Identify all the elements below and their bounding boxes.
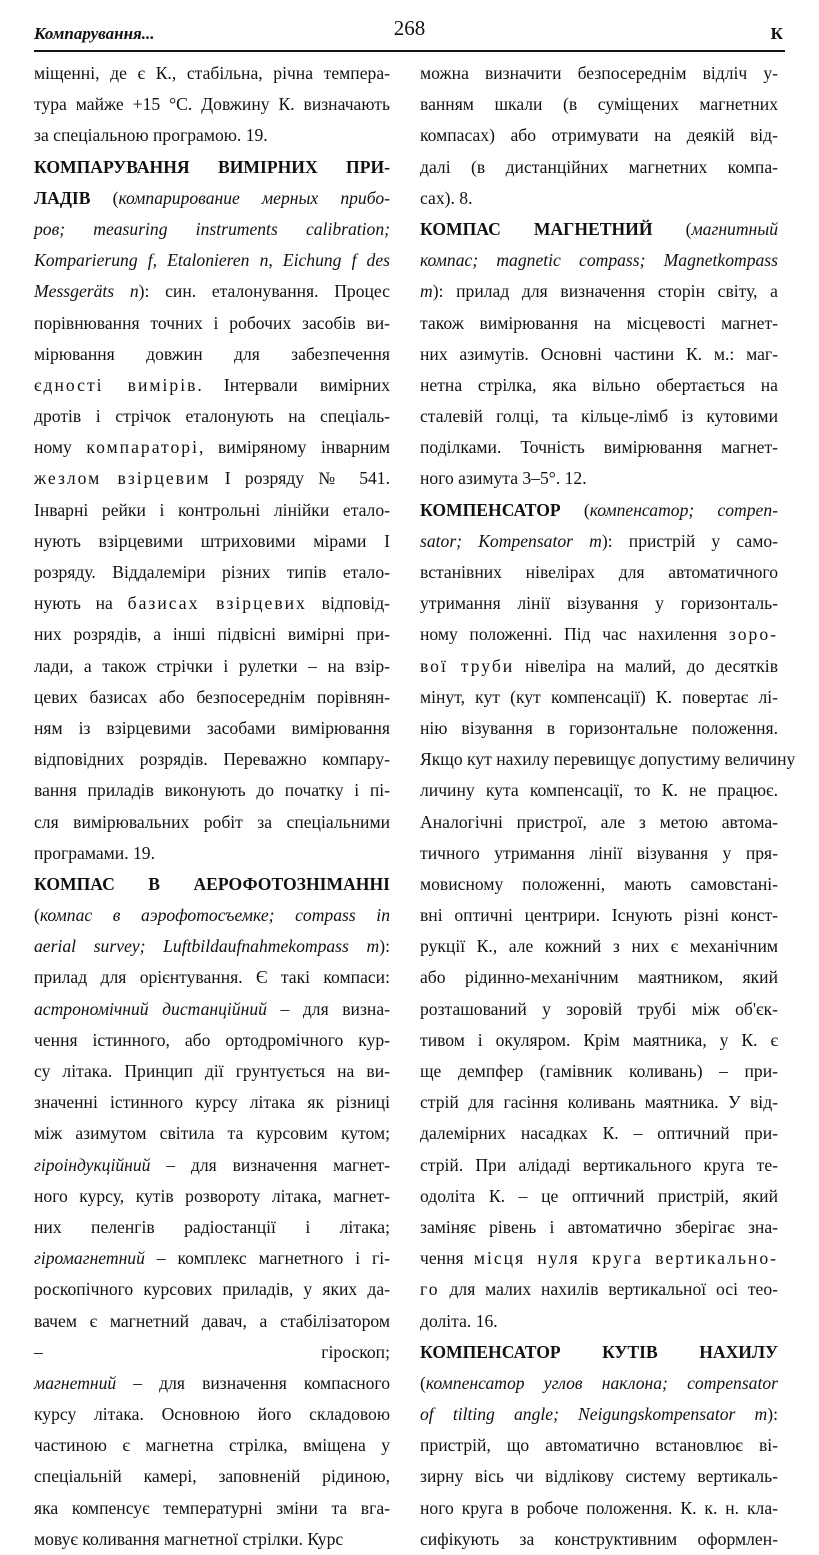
text-run: значенні істинного курсу літака як різниці xyxy=(34,1092,390,1113)
text-run: або рідинно-механічним маятником, який xyxy=(420,967,778,988)
text-run: також вимірювання на місцевості магнет- xyxy=(420,312,778,333)
text-line xyxy=(420,1150,778,1181)
text-run: ному xyxy=(34,437,87,458)
text-line xyxy=(420,1087,778,1118)
text-run: ( xyxy=(652,218,692,239)
text-line xyxy=(34,651,390,682)
text-run: ): прилад для визначення сторін світу, а xyxy=(432,281,778,302)
text-run: чення істинного, або ортодромічного кур- xyxy=(34,1029,390,1050)
text-run: КОМПАС В АЕРОФОТОЗНІМАННІ xyxy=(34,873,390,894)
text-line xyxy=(420,838,778,869)
text-run: яка компенсує температурні зміни та вга- xyxy=(34,1497,390,1518)
text-line xyxy=(34,869,390,900)
text-run: – гіроскоп; xyxy=(34,1341,390,1362)
text-run: вні оптичні центрири. Існують різні конст- xyxy=(420,905,778,926)
text-line xyxy=(420,1399,778,1430)
text-line xyxy=(420,1243,778,1274)
text-line xyxy=(420,994,778,1025)
text-line xyxy=(34,214,390,245)
text-line xyxy=(420,1056,778,1087)
text-run: чення xyxy=(420,1248,474,1269)
text-run: сифікують за конструктивним оформлен- xyxy=(420,1528,778,1549)
text-line xyxy=(420,183,778,214)
text-run: них розрядів, а інші підвісні вимірні при- xyxy=(34,624,390,645)
text-line xyxy=(34,1274,390,1305)
text-run: ): xyxy=(767,1404,778,1425)
text-run: вої труби xyxy=(420,655,515,676)
text-run: компас; magnetic compass; Magnetkompass xyxy=(420,250,778,271)
text-line xyxy=(34,962,390,993)
text-run: магнитный xyxy=(691,218,778,239)
text-run: компарирование мерных прибо- xyxy=(118,187,390,208)
text-run: встанівних нівелірах для автоматичного xyxy=(420,562,778,582)
text-run: КОМПАРУВАННЯ ВИМІРНИХ ПРИ- xyxy=(34,156,390,177)
text-run: єдності вимірів xyxy=(34,374,198,395)
text-line xyxy=(34,1461,390,1492)
text-line xyxy=(34,308,390,339)
text-run: між азимутом світила та курсовим кутом; xyxy=(34,1123,390,1144)
text-run: – для визначення компасного xyxy=(116,1372,390,1393)
text-line xyxy=(420,401,778,432)
text-line xyxy=(34,152,390,183)
page-number: 268 xyxy=(393,16,426,40)
text-run: КОМПАС МАГНЕТНИЙ xyxy=(420,218,653,239)
text-line xyxy=(34,838,390,869)
text-line xyxy=(420,1368,778,1399)
text-run: Komparierung f, Etalonieren n, Eichung f des xyxy=(34,250,390,271)
text-run: ного круга в робоче положення. К. к. н. кла- xyxy=(420,1497,778,1518)
text-run: ( xyxy=(420,1372,426,1393)
text-line xyxy=(34,245,390,276)
text-run: мовисному положенні, мають самовстані- xyxy=(420,873,778,894)
text-run: них азимутів. Основні частини К. м.: маг- xyxy=(420,343,778,364)
text-line xyxy=(420,432,778,463)
text-run: ( xyxy=(560,499,590,520)
text-line xyxy=(34,339,390,370)
text-run: aerial survey; Luftbildaufnahmekompass m xyxy=(34,936,380,957)
text-run: ): пристрій у само- xyxy=(601,530,778,551)
text-run: програмами. 19. xyxy=(34,842,155,863)
text-run: тивом і окуляром. Крім маятника, у К. є xyxy=(420,1029,778,1050)
text-line xyxy=(34,183,390,214)
text-line xyxy=(34,120,390,151)
text-run: sator; Kompensator m xyxy=(420,530,602,551)
text-run: мовує коливання магнетної стрілки. Курс xyxy=(34,1528,344,1549)
text-run: одоліта К. – це оптичний пристрій, який xyxy=(420,1185,778,1206)
text-run: сах). 8. xyxy=(420,187,473,208)
text-line xyxy=(34,1212,390,1243)
text-run: за спеціальною програмою. 19. xyxy=(34,125,268,146)
text-run: стрій для гасіння коливань маятника. У від- xyxy=(420,1092,778,1113)
text-run: магнетний xyxy=(34,1372,117,1393)
text-line xyxy=(420,1181,778,1212)
text-line xyxy=(420,1025,778,1056)
text-line xyxy=(420,308,778,339)
text-line xyxy=(34,1243,390,1274)
text-run: компас в аэрофотосъемке; compass in xyxy=(39,905,390,926)
text-run: нію візування в горизонтальне положення. xyxy=(420,717,778,738)
text-run: ( xyxy=(90,187,119,208)
text-line xyxy=(34,744,390,775)
text-run: КОМПЕНСАТОР КУТІВ НАХИЛУ xyxy=(420,1341,778,1362)
text-run: го xyxy=(420,1279,440,1300)
text-line xyxy=(34,1337,390,1368)
text-line xyxy=(420,526,778,557)
text-run: ( xyxy=(34,905,40,926)
text-run: of tilting angle; Neigungskompensator m xyxy=(420,1404,768,1425)
text-run: заміняє рівень і автоматично зберігає зна- xyxy=(420,1216,778,1237)
text-run: гіромагнетний xyxy=(34,1248,145,1269)
text-run: – для визначення магнет- xyxy=(150,1154,390,1175)
text-run: ): xyxy=(379,936,390,957)
text-line xyxy=(34,1399,390,1430)
text-line xyxy=(34,276,390,307)
text-run: пристрій, що автоматично встановлює ві- xyxy=(420,1435,778,1456)
text-run: нівеліра на малий, до десятків xyxy=(514,655,778,676)
text-run: доліта. 16. xyxy=(420,1310,498,1331)
text-run: І розряду № 541. xyxy=(210,468,390,489)
text-run: лади, а також стрічки і рулетки – на взір- xyxy=(34,655,390,676)
text-run: Інварні рейки і контрольні лінійки етало- xyxy=(34,499,390,520)
text-line xyxy=(34,1056,390,1087)
text-run: базисах взірцевих xyxy=(127,593,307,614)
text-run: прилад для орієнтування. Є такі компаси: xyxy=(34,967,390,988)
left-column xyxy=(34,58,390,1555)
text-run: спеціальній камері, заповненій рідиною, xyxy=(34,1466,390,1487)
text-line xyxy=(420,931,778,962)
text-run: личину кута компенсації, то К. не працює. xyxy=(420,780,778,801)
text-run: дротів і стрічок еталонують на спеціаль- xyxy=(34,406,390,427)
text-run: ному положенні. Під час нахилення xyxy=(420,624,729,645)
text-line xyxy=(34,900,390,931)
text-line xyxy=(420,1461,778,1492)
text-line xyxy=(34,1181,390,1212)
text-line xyxy=(34,1368,390,1399)
text-run: компараторі xyxy=(86,437,199,458)
text-line xyxy=(420,58,778,89)
text-line xyxy=(420,1306,778,1337)
text-run: них пеленгів радіостанції і літака; xyxy=(34,1216,390,1237)
text-line xyxy=(34,588,390,619)
text-line xyxy=(34,1118,390,1149)
text-run: – для визна- xyxy=(266,998,390,1019)
text-line xyxy=(420,1430,778,1461)
text-line xyxy=(34,682,390,713)
text-line xyxy=(420,89,778,120)
text-line xyxy=(34,495,390,526)
text-line xyxy=(34,1087,390,1118)
text-run: можна визначити безпосереднім відліч у- xyxy=(420,63,778,83)
text-run: розташований у зоровій трубі між об'єк- xyxy=(420,998,778,1019)
text-run: су літака. Принцип дії грунтується на ви- xyxy=(34,1061,390,1081)
text-line xyxy=(34,713,390,744)
text-line xyxy=(420,1118,778,1149)
text-line xyxy=(420,1493,778,1524)
text-run: Якщо кут нахилу перевищує допустиму величину xyxy=(420,749,796,770)
text-line xyxy=(420,1337,778,1368)
text-line xyxy=(34,401,390,432)
text-line xyxy=(34,1493,390,1524)
text-line xyxy=(420,682,778,713)
text-run: ЛАДІВ xyxy=(34,187,91,208)
text-run: m xyxy=(420,281,433,302)
text-line xyxy=(420,214,778,245)
text-run: компасах) або отримувати на деякій від- xyxy=(420,125,778,146)
text-line xyxy=(420,962,778,993)
text-line xyxy=(420,495,778,526)
text-run: курсу літака. Основною його складовою xyxy=(34,1404,390,1425)
text-run: ров; measuring instruments calibration; xyxy=(34,218,390,239)
text-line xyxy=(34,931,390,962)
text-run: нують взірцевими штриховими мірами І xyxy=(34,530,390,551)
text-line xyxy=(34,370,390,401)
text-run: вання приладів виконують до початку і пі- xyxy=(34,780,390,801)
text-line xyxy=(34,1306,390,1337)
text-run: порівнювання точних і робочих засобів ви- xyxy=(34,312,390,333)
text-line xyxy=(34,619,390,650)
text-line xyxy=(34,1025,390,1056)
text-run: , виміряному інварним xyxy=(198,437,390,458)
text-line xyxy=(34,994,390,1025)
text-run: – комплекс магнетного і гі- xyxy=(144,1248,390,1269)
text-run: Аналогічні пристрої, але з метою автома- xyxy=(420,811,778,832)
text-line xyxy=(420,807,778,838)
text-line xyxy=(34,775,390,806)
text-run: ще демпфер (гамівник коливань) – при- xyxy=(420,1061,778,1081)
right-column xyxy=(420,58,796,1555)
text-line xyxy=(420,869,778,900)
text-run: мірювання довжин для забезпечення xyxy=(34,343,390,364)
text-run: ням із взірцевими засобами вимірювання xyxy=(34,717,390,738)
text-line xyxy=(420,276,778,307)
text-run: сля вимірювальних робіт за спеціальними xyxy=(34,811,390,832)
text-run: ванням шкали (в суміщених магнетних xyxy=(420,94,778,115)
text-run: ): син. еталонування. Процес xyxy=(138,281,390,302)
text-run: відповідних розрядів. Переважно компару- xyxy=(34,749,390,770)
text-run: компенсатор; compen- xyxy=(589,499,778,520)
text-line xyxy=(34,58,390,89)
text-line xyxy=(34,463,390,494)
text-line xyxy=(34,89,390,120)
text-run: розряду. Віддалеміри різних типів еталo- xyxy=(34,562,390,582)
text-run: сталевій голці, та кільце-лімб із кутовими xyxy=(420,406,778,427)
text-line xyxy=(420,651,778,682)
text-run: вачем є магнетний давач, а стабілізатором xyxy=(34,1310,390,1331)
text-run: місця нуля круга вертикально- xyxy=(473,1248,778,1269)
text-line xyxy=(420,557,778,588)
text-line xyxy=(420,1212,778,1243)
section-letter: К xyxy=(770,24,783,43)
text-run: частиною є магнетна стрілка, вміщена у xyxy=(34,1435,390,1456)
text-run: роскопічного курсових приладів, у яких да- xyxy=(34,1279,390,1300)
text-line xyxy=(420,1524,778,1555)
text-run: зоро- xyxy=(728,624,778,645)
text-line xyxy=(420,775,778,806)
text-run: КОМПЕНСАТОР xyxy=(420,499,561,520)
text-line xyxy=(420,588,778,619)
text-run: . Інтервали вимірних xyxy=(197,374,390,395)
text-run: астрономічний дистанційний xyxy=(34,998,267,1019)
text-run: ного азимута 3–5°. 12. xyxy=(420,468,587,489)
text-line xyxy=(420,1274,778,1305)
text-run: далемірних насадках К. – оптичний при- xyxy=(420,1123,778,1144)
running-head: Компарування... xyxy=(34,24,155,43)
text-line xyxy=(34,557,390,588)
text-line xyxy=(420,713,778,744)
text-run: утримання лінії візування у горизонталь- xyxy=(420,593,778,614)
text-line xyxy=(34,432,390,463)
text-run: для малих нахилів вертикальної осі тео- xyxy=(439,1279,778,1300)
text-run: нетна стрілка, яка вільно обертається на xyxy=(420,374,778,395)
text-line xyxy=(420,900,778,931)
text-run: поділками. Точність вимірювання магнет- xyxy=(420,437,778,458)
text-run: міщенні, де є К., стабільна, річна темпера- xyxy=(34,63,390,83)
text-run: зирну вісь чи відлікову систему вертикаль- xyxy=(420,1466,778,1487)
text-run: ного курсу, кутів розвороту літака, магнет- xyxy=(34,1185,390,1206)
text-run: тичного утримання лінії візування у пря- xyxy=(420,842,778,863)
text-line xyxy=(420,619,778,650)
text-run: гіроіндукційний xyxy=(34,1154,151,1175)
text-line xyxy=(420,152,778,183)
page-header xyxy=(34,0,785,52)
text-line xyxy=(420,370,778,401)
text-line xyxy=(420,339,778,370)
text-line xyxy=(420,463,778,494)
text-line xyxy=(34,1524,390,1555)
text-run: компенсатор углов наклона; compensator xyxy=(425,1372,778,1393)
text-run: відповід- xyxy=(306,593,391,614)
text-line xyxy=(34,1430,390,1461)
text-line xyxy=(34,526,390,557)
text-run: цевих базисах або безпосереднім порівнян- xyxy=(34,686,390,707)
text-line xyxy=(420,120,778,151)
text-line xyxy=(420,245,778,276)
text-run: жезлом взірцевим xyxy=(34,468,211,489)
text-run: стрій. При алідаді вертикального круга те- xyxy=(420,1154,778,1175)
text-run: Messgeräts n xyxy=(34,281,139,302)
text-run: тура майже +15 °С. Довжину К. визначають xyxy=(34,94,390,115)
text-run: мінут, кут (кут компенсації) К. повертає лі- xyxy=(420,686,778,707)
header-rule xyxy=(34,50,785,52)
text-line xyxy=(34,1150,390,1181)
text-line xyxy=(34,807,390,838)
text-run: рукції К., але кожний з них є механічним xyxy=(420,936,778,957)
text-run: нують на xyxy=(34,593,128,614)
text-line xyxy=(420,744,796,775)
text-run: далі (в дистанційних магнетних компа- xyxy=(420,156,778,177)
